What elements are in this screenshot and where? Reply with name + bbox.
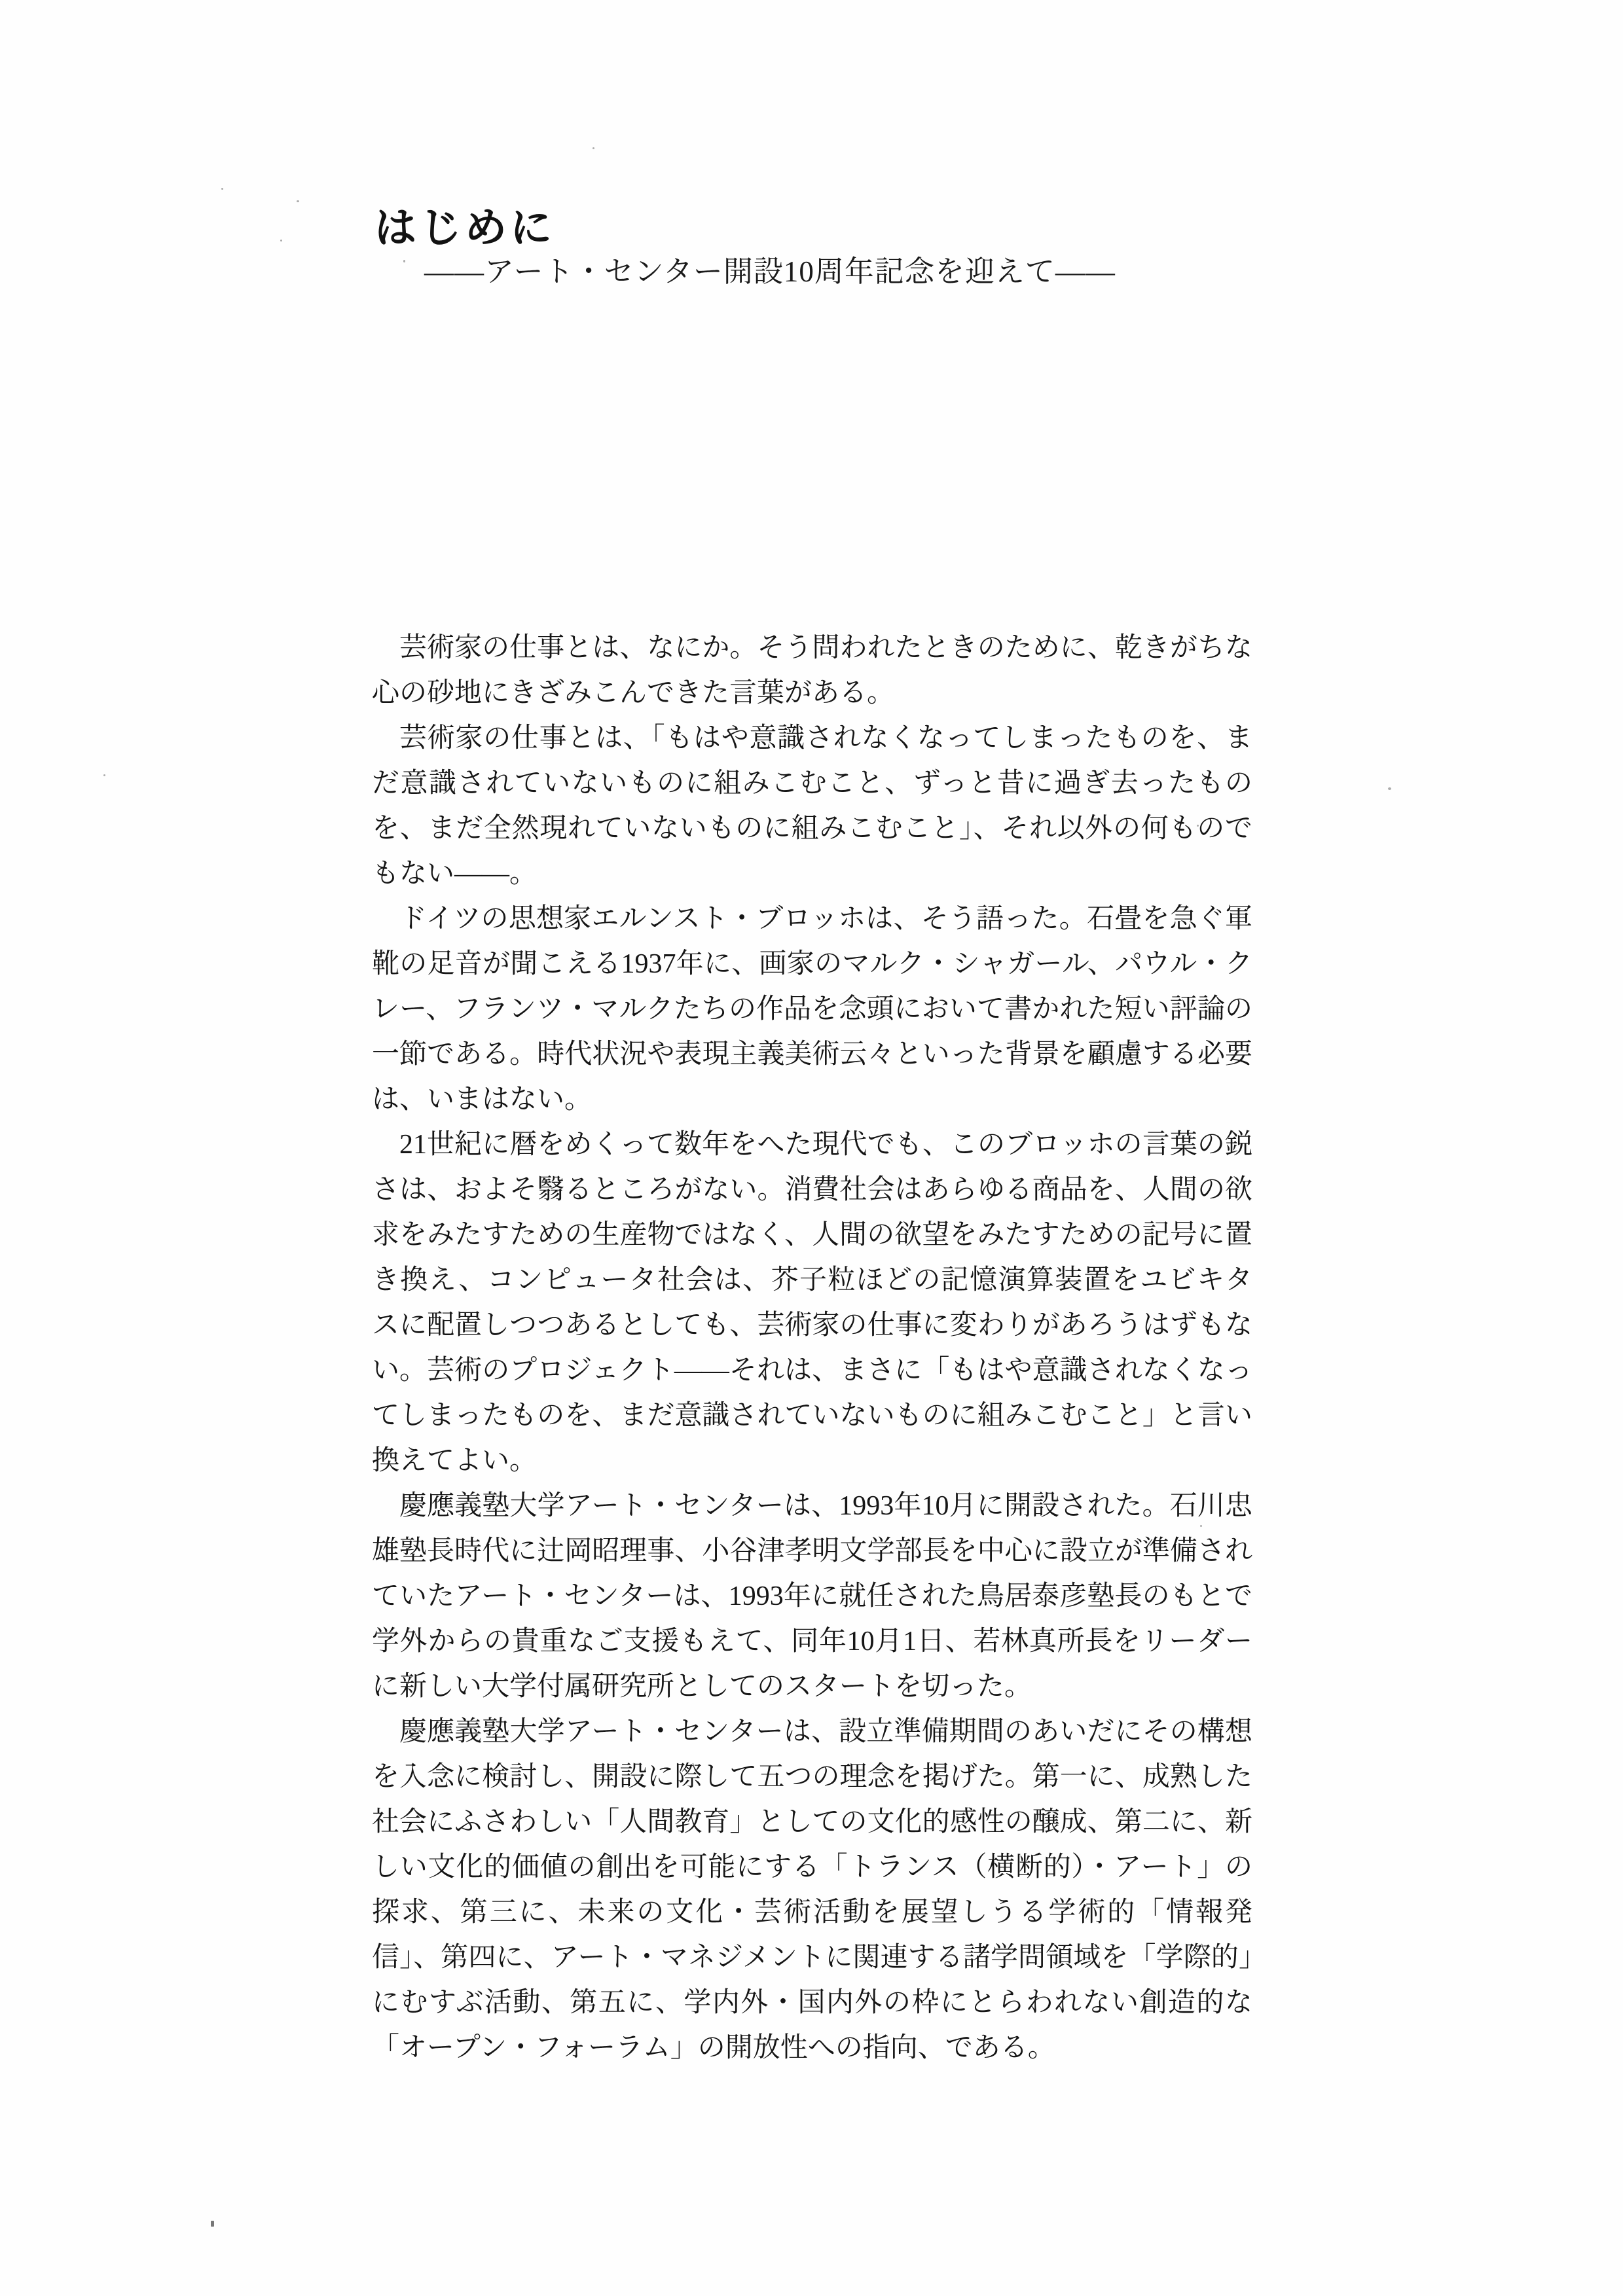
scan-speck xyxy=(403,260,405,262)
scan-speck xyxy=(1200,1525,1202,1527)
scan-speck xyxy=(297,200,299,202)
body-text xyxy=(372,626,1252,2071)
scan-speck xyxy=(211,2221,214,2227)
body-paragraph: 21世紀に暦をめくって数年をへた現代でも、このブロッホの言葉の鋭さは、およそ翳るところがない。消費社会はあらゆる商品を、人間の欲求をみたすための生産物ではなく、人間の欲望をみたすための記号に置き換え、コンピュータ社会は、芥子粒ほどの記憶演算装置をユビキタスに配置しつつあるとしても、芸術家の仕事に変わりがあろうはずもない。芸術のプロジェクト——それは、まさに「もはや意識されなくなってしまったものを、まだ意識されていないものに組みこむこと」と言い換えてよい。 xyxy=(372,1130,1252,1476)
body-paragraph: 慶應義塾大学アート・センターは、1993年10月に開設された。石川忠雄塾長時代に辻岡昭理事、小谷津孝明文学部長を中心に設立が準備されていたアート・センターは、1993年に就任された鳥居泰彦塾長のもとで学外からの貴重なご支援もえて、同年10月1日、若林真所長をリーダーに新しい大学付属研究所としてのスタートを切った。 xyxy=(372,1491,1252,1702)
scan-speck xyxy=(221,188,223,190)
body-paragraph: 芸術家の仕事とは、「もはや意識されなくなってしまったものを、まだ意識されていないものに組みこむこと、ずっと昔に過ぎ去ったものを、まだ全然現れていないものに組みこむこと」、それ以外の何ものでもない——。 xyxy=(372,723,1252,889)
scan-speck xyxy=(103,774,105,776)
body-paragraph: 芸術家の仕事とは、なにか。そう問われたときのために、乾きがちな心の砂地にきざみこんできた言葉がある。 xyxy=(372,633,1252,708)
scan-speck xyxy=(1197,825,1199,827)
scan-speck xyxy=(280,240,282,242)
body-paragraph: ドイツの思想家エルンスト・ブロッホは、そう語った。石畳を急ぐ軍靴の足音が聞こえる1937年に、画家のマルク・シャガール、パウル・クレー、フランツ・マルクたちの作品を念頭において書かれた短い評論の一節である。時代状況や表現主義美術云々といった背景を顧慮する必要は、いまはない。 xyxy=(372,904,1252,1115)
scan-speck xyxy=(1388,787,1391,790)
body-paragraph: 慶應義塾大学アート・センターは、設立準備期間のあいだにその構想を入念に検討し、開設に際して五つの理念を掲げた。第一に、成熟した社会にふさわしい「人間教育」としての文化的感性の醸成、第二に、新しい文化的価値の創出を可能にする「トランス（横断的）・アート」の探求、第三に、未来の文化・芸術活動を展望しうる学術的「情報発信」、第四に、アート・マネジメントに関連する諸学問領域を「学際的」にむすぶ活動、第五に、学内外・国内外の枠にとらわれない創造的な「オープン・フォーラム」の開放性への指向、である。 xyxy=(372,1717,1252,2063)
page-title: はじめに xyxy=(374,204,555,251)
page-subtitle: ——アート・センター開設10周年記念を迎えて—— xyxy=(424,255,1116,288)
scan-speck xyxy=(593,147,594,149)
